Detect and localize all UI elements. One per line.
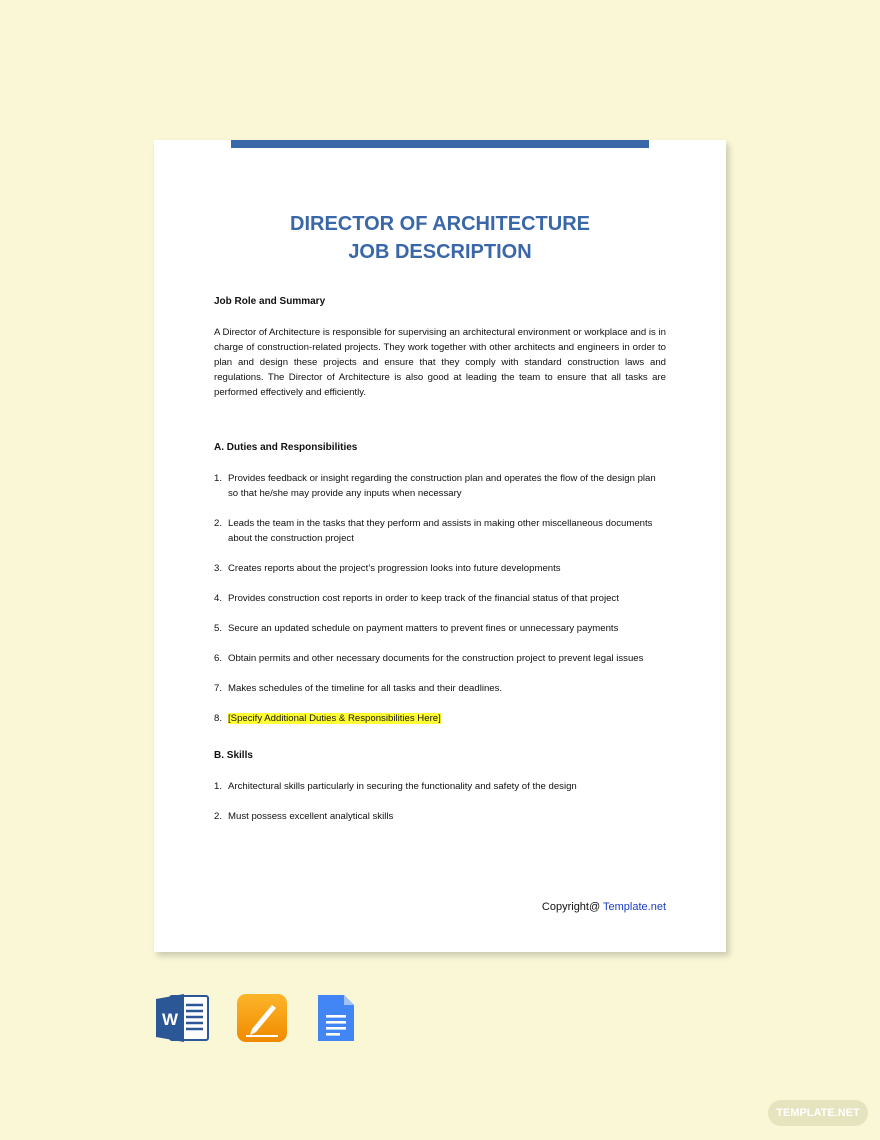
list-number: 2.	[214, 811, 223, 822]
copyright-notice	[542, 901, 666, 913]
highlighted-placeholder: [Specify Additional Duties & Responsibilities Here]	[228, 713, 441, 724]
document-body	[214, 294, 666, 839]
copyright-link[interactable]: Template.net	[603, 901, 666, 913]
list-number: 7.	[214, 683, 223, 694]
list-item	[214, 516, 666, 546]
list-text: Architectural skills particularly in securing the functionality and safety of the design	[228, 781, 577, 792]
list-text: Obtain permits and other necessary documents for the construction project to prevent legal issues	[228, 653, 644, 664]
list-number: 4.	[214, 593, 223, 604]
list-text: Must possess excellent analytical skills	[228, 811, 394, 822]
svg-text:W: W	[161, 1010, 179, 1029]
list-text: Secure an updated schedule on payment matters to prevent fines or unnecessary payments	[228, 623, 619, 634]
document-page	[154, 140, 726, 952]
title-line-2: JOB DESCRIPTION	[348, 241, 532, 263]
skills-heading: B. Skills	[214, 750, 253, 761]
google-docs-icon[interactable]	[316, 993, 356, 1043]
document-title	[154, 210, 726, 266]
header-accent-bar	[231, 140, 649, 148]
list-item	[214, 621, 666, 636]
list-item	[214, 809, 666, 824]
list-item	[214, 651, 666, 666]
list-item	[214, 711, 666, 726]
list-number: 8.	[214, 713, 223, 724]
watermark-badge: TEMPLATE.NET	[768, 1100, 868, 1126]
pages-icon[interactable]	[236, 993, 288, 1043]
skills-list	[214, 779, 666, 824]
list-item	[214, 681, 666, 696]
list-text: Makes schedules of the timeline for all tasks and their deadlines.	[228, 683, 503, 694]
list-text: Provides feedback or insight regarding the construction plan and operates the flow of the design plan so that he/she may provide any inputs when necessary	[228, 473, 656, 499]
list-item	[214, 779, 666, 794]
list-number: 1.	[214, 781, 223, 792]
list-number: 6.	[214, 653, 223, 664]
duties-list	[214, 471, 666, 726]
copyright-prefix: Copyright@	[541, 901, 604, 913]
list-text: Provides construction cost reports in order to keep track of the financial status of that project	[228, 593, 619, 604]
list-number: 2.	[214, 518, 223, 529]
list-number: 1.	[214, 473, 223, 484]
list-text: Leads the team in the tasks that they perform and assists in making other miscellaneous documents about the construction project	[228, 518, 653, 544]
word-icon[interactable]	[156, 993, 208, 1043]
title-line-1: DIRECTOR OF ARCHITECTURE	[290, 213, 590, 235]
list-item	[214, 471, 666, 501]
role-summary: A Director of Architecture is responsible for supervising an architectural environment or workplace and is in charge of construction-related projects. They work together with other architects and engineers in order to plan and design these projects and ensure that they comply with standard construction laws and regulations. The Director of Architecture is also good at leading the team to ensure that all tasks are performed effectively and efficiently.	[214, 327, 666, 398]
list-number: 3.	[214, 563, 223, 574]
format-icons	[156, 993, 356, 1043]
duties-heading: A. Duties and Responsibilities	[214, 442, 358, 453]
list-text: Creates reports about the project’s progression looks into future developments	[228, 563, 561, 574]
list-number: 5.	[214, 623, 223, 634]
role-heading: Job Role and Summary	[214, 296, 326, 307]
list-item	[214, 561, 666, 576]
list-item	[214, 591, 666, 606]
